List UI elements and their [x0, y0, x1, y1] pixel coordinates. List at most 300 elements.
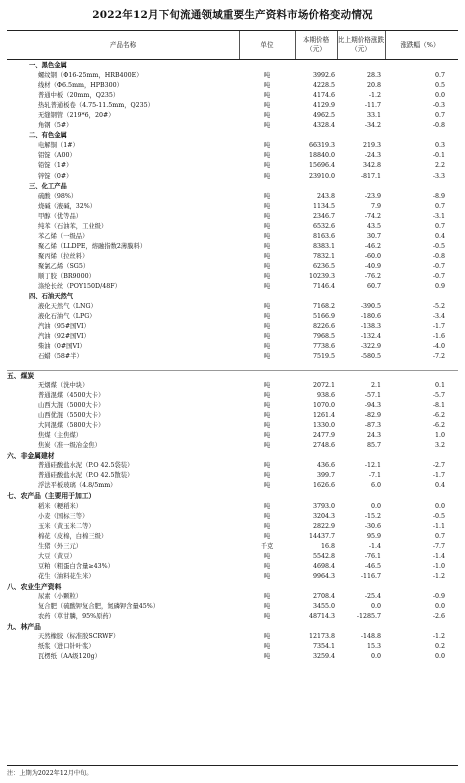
pct-cell: -6.2	[432, 422, 445, 430]
unit-cell: 吨	[263, 102, 271, 110]
pct-cell: -1.1	[432, 522, 445, 530]
header-price: 本期价格（元）	[302, 36, 330, 53]
product-name-cell: 农药（草甘膦，95%原药）	[38, 613, 115, 621]
price-cell: 2072.1	[312, 381, 335, 389]
unit-cell: 吨	[263, 172, 271, 180]
unit-cell: 吨	[263, 653, 271, 661]
change-cell: 2.1	[370, 381, 381, 389]
pct-cell: 0.0	[434, 653, 445, 661]
price-cell: 2477.9	[312, 432, 335, 440]
change-cell: 95.9	[366, 532, 381, 540]
table-row	[7, 252, 458, 262]
product-name-cell: 普通硅酸盐水泥（P.O 42.5袋装）	[38, 462, 134, 470]
price-cell: 7146.4	[312, 283, 335, 291]
unit-cell: 吨	[263, 142, 271, 150]
product-name-cell: 柴油（0#国VI）	[38, 343, 86, 351]
unit-cell: 吨	[263, 333, 271, 341]
price-cell: 15696.4	[308, 162, 335, 170]
product-name-cell: 山西优混（5500大卡）	[38, 412, 105, 420]
product-name-cell: 热轧普通板卷（4.75-11.5mm，Q235）	[38, 102, 154, 110]
section-header-row	[7, 582, 458, 592]
change-cell: -15.2	[364, 512, 381, 520]
price-cell: 3204.3	[312, 512, 335, 520]
product-name-cell: 石蜡（58#半）	[38, 353, 83, 361]
section-header-row	[7, 451, 458, 461]
change-cell: -322.9	[360, 343, 381, 351]
pct-cell: -1.4	[432, 552, 445, 560]
pct-cell: 0.1	[434, 381, 445, 389]
unit-cell: 吨	[263, 72, 271, 80]
unit-cell: 吨	[263, 92, 271, 100]
pct-cell: 0.3	[434, 142, 445, 150]
product-name-cell: 铅锭（1#）	[38, 162, 73, 170]
change-cell: -11.7	[364, 102, 381, 110]
unit-cell: 吨	[263, 343, 271, 351]
pct-cell: 0.4	[434, 482, 445, 490]
product-name-cell: 复合肥（硫酸钾复合肥，氮磷钾含量45%）	[38, 602, 160, 610]
table-row	[7, 552, 458, 562]
product-name-cell: 花生（油料花生米）	[38, 572, 95, 580]
change-cell: -94.3	[364, 402, 381, 410]
change-cell: 28.3	[366, 72, 381, 80]
price-cell: 8226.6	[312, 323, 335, 331]
change-cell: 30.7	[366, 232, 381, 240]
pct-cell: -8.9	[432, 192, 445, 200]
price-cell: 7738.6	[312, 343, 335, 351]
table-row	[7, 642, 458, 652]
table-row	[7, 212, 458, 222]
pct-cell: -0.7	[432, 262, 445, 270]
table-row	[7, 522, 458, 532]
pct-cell: 0.4	[434, 232, 445, 240]
unit-cell: 吨	[263, 462, 271, 470]
product-name-cell: 瓦楞纸（AA级120g）	[38, 653, 101, 661]
unit-cell: 吨	[263, 313, 271, 321]
price-cell: 16.8	[320, 542, 335, 550]
product-name-cell: 生猪（外三元）	[38, 542, 83, 550]
table-row	[7, 431, 458, 441]
change-cell: -46.5	[364, 562, 381, 570]
change-cell: -1.4	[368, 542, 381, 550]
unit-cell: 吨	[263, 162, 271, 170]
section-label: 七、农产品（主要用于加工）	[7, 492, 96, 501]
product-name-cell: 铝锭（A00）	[38, 152, 76, 160]
pct-cell: -0.8	[432, 252, 445, 260]
pct-cell: 0.9	[434, 283, 445, 291]
header-unit: 单位	[260, 40, 274, 49]
section-label: 八、农业生产资料	[7, 582, 62, 591]
pct-cell: 0.0	[434, 502, 445, 510]
unit-cell: 吨	[263, 323, 271, 331]
product-name-cell: 稻米（粳稻米）	[38, 502, 83, 510]
product-name-cell: 无缝钢管（219*6，20#）	[38, 112, 115, 120]
pct-cell: -7.7	[432, 542, 445, 550]
unit-cell: 吨	[263, 592, 271, 600]
table-row	[7, 172, 458, 182]
table-row	[7, 272, 458, 282]
change-cell: -87.3	[364, 422, 381, 430]
price-cell: 4174.6	[312, 92, 335, 100]
pct-cell: -4.0	[432, 343, 445, 351]
price-cell: 243.8	[316, 192, 335, 200]
price-cell: 3793.0	[312, 502, 335, 510]
unit-cell: 吨	[263, 232, 271, 240]
section-header-row	[7, 61, 458, 71]
pct-cell: 0.0	[434, 92, 445, 100]
unit-cell: 吨	[263, 283, 271, 291]
change-cell: 15.3	[366, 643, 381, 651]
price-cell: 1330.0	[312, 422, 335, 430]
price-cell: 9964.3	[312, 572, 335, 580]
table-row	[7, 421, 458, 431]
header-change: 比上期价格涨跌（元）	[337, 36, 385, 53]
change-cell: -74.2	[364, 212, 381, 220]
price-cell: 7968.5	[312, 333, 335, 341]
pct-cell: -1.7	[432, 323, 445, 331]
price-cell: 4228.5	[312, 82, 335, 90]
table-row	[7, 262, 458, 272]
unit-cell: 吨	[263, 272, 271, 280]
table-row	[7, 302, 458, 312]
unit-cell: 吨	[263, 353, 271, 361]
pct-cell: -1.7	[432, 472, 445, 480]
table-row	[7, 401, 458, 411]
change-cell: 43.5	[366, 222, 381, 230]
product-name-cell: 烧碱（液碱，32%）	[38, 202, 97, 210]
unit-cell: 吨	[263, 392, 271, 399]
product-name-cell: 聚丙烯（拉丝料）	[38, 252, 89, 260]
section-label: 六、非金属建材	[7, 452, 55, 461]
change-cell: -390.5	[360, 303, 381, 311]
product-name-cell: 液化石油气（LPG）	[38, 313, 96, 321]
table-row	[7, 632, 458, 642]
price-cell: 8383.1	[312, 242, 335, 250]
table-row	[7, 101, 458, 111]
table-bottom-rule	[7, 765, 458, 766]
table-row	[7, 332, 458, 342]
product-name-cell: 顺丁胶（BR9000）	[38, 272, 95, 280]
product-name-cell: 涤纶长丝（POY150D/48F）	[38, 283, 121, 291]
table-row	[7, 572, 458, 582]
price-cell: 3259.4	[312, 653, 335, 661]
pct-cell: -0.9	[432, 592, 445, 600]
change-cell: -132.4	[360, 333, 381, 341]
table-row	[7, 352, 458, 362]
product-name-cell: 玉米（黄玉米二等）	[38, 522, 95, 530]
price-cell: 1261.4	[312, 412, 335, 420]
pct-cell: -1.6	[432, 333, 445, 341]
pct-cell: 0.0	[434, 602, 445, 610]
product-name-cell: 汽油（95#国VI）	[38, 323, 90, 331]
change-cell: 33.1	[366, 112, 381, 120]
price-cell: 4698.4	[312, 562, 335, 570]
unit-cell: 吨	[263, 252, 271, 260]
change-cell: -60.0	[364, 252, 381, 260]
unit-cell: 吨	[263, 602, 271, 610]
product-name-cell: 液化天然气（LNG）	[38, 303, 97, 311]
change-cell: -40.9	[364, 262, 381, 270]
unit-cell: 吨	[263, 112, 271, 120]
unit-cell: 吨	[263, 262, 271, 270]
price-cell: 7168.2	[312, 303, 335, 311]
table-row	[7, 542, 458, 552]
table-row	[7, 461, 458, 471]
pct-cell: 2.2	[434, 162, 445, 170]
price-cell: 5166.9	[312, 313, 335, 321]
section-label: 二、有色金属	[29, 132, 67, 140]
table-row	[7, 151, 458, 161]
pct-cell: 0.7	[434, 72, 445, 80]
pct-cell: -2.7	[432, 462, 445, 470]
change-cell: 60.7	[366, 283, 381, 291]
product-name-cell: 聚氯乙烯（SG5）	[38, 262, 90, 270]
change-cell: -817.1	[360, 172, 381, 180]
pct-cell: -3.1	[432, 212, 445, 220]
pct-cell: -0.7	[432, 272, 445, 280]
change-cell: 24.3	[366, 432, 381, 440]
table-row	[7, 391, 458, 401]
table-row	[7, 471, 458, 481]
price-cell: 6236.5	[312, 262, 335, 270]
price-cell: 7519.5	[312, 353, 335, 361]
section-header-row	[7, 371, 458, 381]
unit-cell: 吨	[263, 552, 271, 560]
section-label: 五、煤炭	[7, 371, 35, 380]
unit-cell: 吨	[263, 502, 271, 510]
product-name-cell: 硫酸（98%）	[38, 192, 78, 200]
pct-cell: -7.2	[432, 353, 445, 361]
change-cell: 342.8	[362, 162, 381, 170]
product-name-cell: 甲醇（优等品）	[38, 212, 83, 220]
table-row	[7, 652, 458, 662]
price-cell: 938.6	[316, 392, 335, 399]
price-cell: 3992.6	[312, 72, 335, 80]
price-cell: 2748.6	[312, 442, 335, 450]
price-cell: 48714.3	[308, 613, 335, 621]
price-cell: 6532.6	[312, 222, 335, 230]
table-row	[7, 222, 458, 232]
price-cell: 4129.9	[312, 102, 335, 110]
price-cell: 7832.1	[312, 252, 335, 260]
table-row	[7, 612, 458, 622]
change-cell: -580.5	[360, 353, 381, 361]
unit-cell: 吨	[263, 122, 271, 130]
unit-cell: 吨	[263, 422, 271, 430]
change-cell: -57.1	[364, 392, 381, 399]
product-name-cell: 山西大混（5000大卡）	[38, 402, 105, 410]
unit-cell: 吨	[263, 633, 271, 641]
change-cell: -1285.7	[356, 613, 381, 621]
table-row	[7, 602, 458, 612]
pct-cell: 1.0	[434, 432, 445, 440]
table-row	[7, 91, 458, 101]
change-cell: -138.3	[360, 323, 381, 331]
table-row	[7, 312, 458, 322]
header-product-name: 产品名称	[109, 40, 137, 49]
change-cell: 219.3	[362, 142, 381, 150]
table-row	[7, 502, 458, 512]
change-cell: -76.2	[364, 272, 381, 280]
pct-cell: 3.2	[434, 442, 445, 450]
pct-cell: -1.2	[432, 572, 445, 580]
price-cell: 436.6	[316, 462, 335, 470]
table-row	[7, 342, 458, 352]
price-cell: 8163.6	[312, 232, 335, 240]
change-cell: -46.2	[364, 242, 381, 250]
table-row	[7, 192, 458, 202]
table-row	[7, 141, 458, 151]
unit-cell: 吨	[263, 572, 271, 580]
unit-cell: 吨	[263, 152, 271, 160]
change-cell: -1.2	[368, 92, 381, 100]
table-body	[7, 61, 458, 662]
product-name-cell: 角钢（5#）	[38, 122, 73, 130]
change-cell: 0.0	[370, 653, 381, 661]
product-name-cell: 普通硅酸盐水泥（P.O 42.5散装）	[38, 472, 134, 480]
change-cell: 0.0	[370, 602, 381, 610]
unit-cell: 吨	[263, 192, 271, 200]
section-label: 一、黑色金属	[29, 62, 67, 69]
unit-cell: 吨	[263, 303, 271, 311]
table-row	[7, 161, 458, 171]
group-divider	[7, 362, 458, 371]
product-name-cell: 大豆（黄豆）	[38, 552, 76, 560]
pct-cell: -2.6	[432, 613, 445, 621]
pct-cell: -8.1	[432, 402, 445, 410]
product-name-cell: 普通中板（20mm，Q235）	[38, 92, 120, 100]
unit-cell: 吨	[263, 643, 271, 651]
unit-cell: 吨	[263, 82, 271, 90]
table-row	[7, 322, 458, 332]
table-row	[7, 121, 458, 131]
section-label: 四、石油天然气	[29, 293, 74, 301]
product-name-cell: 无烟煤（洗中块）	[38, 381, 89, 389]
table-row	[7, 441, 458, 451]
product-name-cell: 纯苯（石油苯，工业级）	[38, 222, 108, 230]
product-name-cell: 锌锭（0#）	[38, 172, 73, 180]
pct-cell: 0.2	[434, 643, 445, 651]
unit-cell: 吨	[263, 222, 271, 230]
change-cell: 0.0	[370, 502, 381, 510]
change-cell: 20.8	[366, 82, 381, 90]
price-cell: 399.7	[316, 472, 335, 480]
table-row	[7, 481, 458, 491]
price-cell: 2346.7	[312, 212, 335, 220]
pct-cell: -0.5	[432, 242, 445, 250]
product-name-cell: 尿素（小颗粒）	[38, 592, 83, 600]
section-header-row	[7, 622, 458, 632]
section-header-row	[7, 292, 458, 302]
product-name-cell: 线材（Φ6.5mm，HPB300）	[38, 82, 123, 90]
product-name-cell: 纸浆（进口针叶浆）	[38, 643, 95, 651]
report-title: 2022年12月下旬流通领域重要生产资料市场价格变动情况	[92, 9, 373, 21]
product-name-cell: 汽油（92#国VI）	[38, 333, 90, 341]
price-cell: 18840.0	[308, 152, 335, 160]
change-cell: 6.0	[370, 482, 381, 490]
footnote: 注：上期为2022年12月中旬。	[7, 770, 93, 777]
pct-cell: -0.3	[432, 102, 445, 110]
change-cell: -148.8	[360, 633, 381, 641]
unit-cell: 吨	[263, 512, 271, 520]
table-header	[7, 31, 458, 60]
table-row	[7, 282, 458, 292]
price-cell: 10239.3	[308, 272, 335, 280]
unit-cell: 吨	[263, 482, 271, 490]
unit-cell: 吨	[263, 212, 271, 220]
unit-cell: 吨	[263, 412, 271, 420]
product-name-cell: 焦煤（主焦煤）	[38, 432, 83, 440]
table-row	[7, 532, 458, 542]
unit-cell: 吨	[263, 472, 271, 480]
product-name-cell: 螺纹钢（Φ16-25mm，HRB400E）	[38, 72, 143, 80]
price-cell: 1134.5	[312, 202, 335, 210]
change-cell: -180.6	[360, 313, 381, 321]
product-name-cell: 大同混煤（5800大卡）	[38, 422, 105, 430]
product-name-cell: 豆粕（粗蛋白含量≥43%）	[38, 562, 114, 570]
price-cell: 12173.8	[308, 633, 335, 641]
price-cell: 3455.0	[312, 602, 335, 610]
price-cell: 23910.0	[308, 172, 335, 180]
change-cell: 85.7	[366, 442, 381, 450]
table-row	[7, 512, 458, 522]
change-cell: 7.9	[370, 202, 381, 210]
change-cell: -82.9	[364, 412, 381, 420]
unit-cell: 吨	[263, 562, 271, 570]
pct-cell: 0.7	[434, 532, 445, 540]
unit-cell: 吨	[263, 432, 271, 440]
section-label: 九、林产品	[7, 623, 41, 632]
product-name-cell: 聚乙烯（LLDPE，熔融指数2薄膜料）	[38, 242, 147, 250]
change-cell: -12.1	[364, 462, 381, 470]
product-name-cell: 小麦（国标三等）	[38, 512, 89, 520]
unit-cell: 吨	[263, 202, 271, 210]
change-cell: -7.1	[368, 472, 381, 480]
unit-cell: 吨	[263, 381, 271, 389]
change-cell: -116.7	[360, 572, 381, 580]
change-cell: -34.2	[364, 122, 381, 130]
pct-cell: -3.3	[432, 172, 445, 180]
table-row	[7, 242, 458, 252]
price-cell: 1070.0	[312, 402, 335, 410]
table-row	[7, 81, 458, 91]
product-name-cell: 棉花（皮棉，白棉三级）	[38, 532, 108, 540]
change-cell: -24.3	[364, 152, 381, 160]
product-name-cell: 浮法平板玻璃（4.8/5mm）	[38, 482, 117, 490]
unit-cell: 吨	[263, 522, 271, 530]
table-row	[7, 381, 458, 391]
pct-cell: -0.8	[432, 122, 445, 130]
change-cell: -25.4	[364, 592, 381, 600]
price-cell: 2708.4	[312, 592, 335, 600]
pct-cell: 0.7	[434, 202, 445, 210]
pct-cell: -0.5	[432, 512, 445, 520]
unit-cell: 千克	[260, 542, 274, 550]
pct-cell: -1.0	[432, 562, 445, 570]
price-cell: 66319.3	[308, 142, 335, 150]
table-row	[7, 592, 458, 602]
pct-cell: 0.5	[434, 82, 445, 90]
price-cell: 4962.5	[312, 112, 335, 120]
price-cell: 5542.8	[312, 552, 335, 560]
table-row	[7, 71, 458, 81]
pct-cell: -1.2	[432, 633, 445, 641]
price-cell: 7354.1	[312, 643, 335, 651]
product-name-cell: 苯乙烯（一级品）	[38, 232, 89, 240]
table-row	[7, 202, 458, 212]
pct-cell: 0.7	[434, 222, 445, 230]
pct-cell: -6.2	[432, 412, 445, 420]
change-cell: -23.9	[364, 192, 381, 200]
